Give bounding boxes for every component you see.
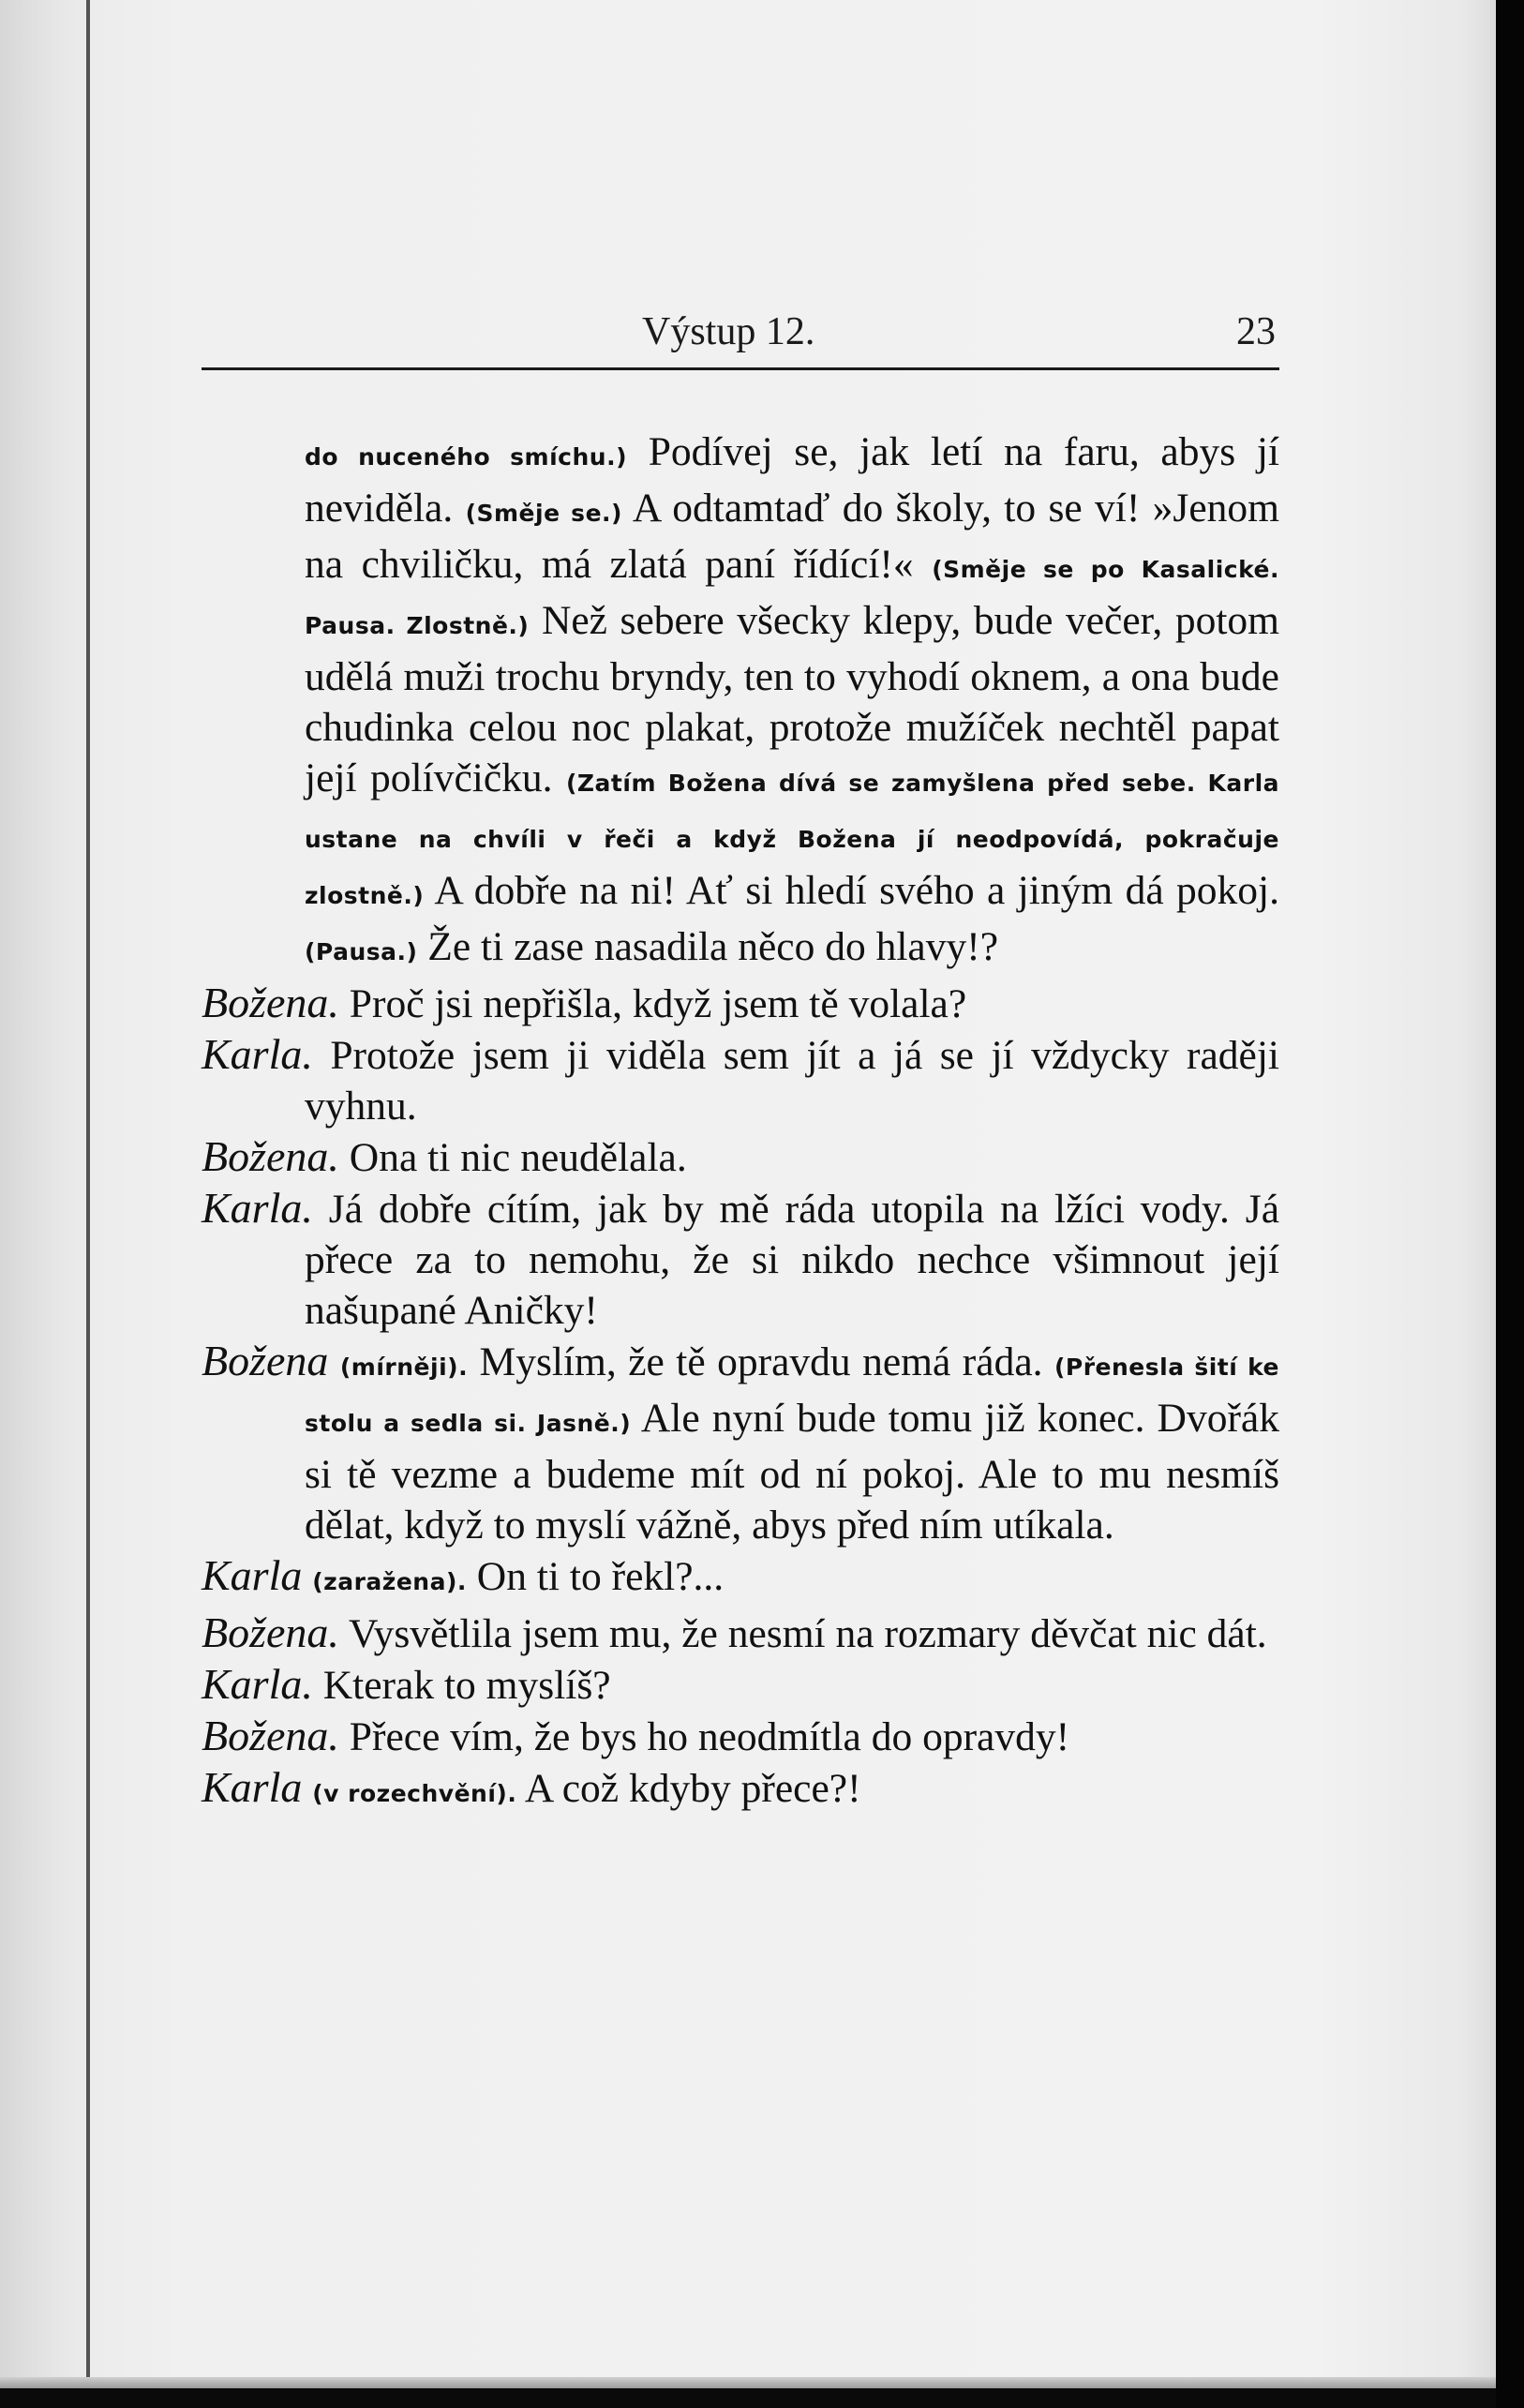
speaker-name: Božena. bbox=[202, 1712, 339, 1759]
stage-direction: (Pausa.) bbox=[305, 938, 418, 965]
running-header bbox=[202, 309, 1279, 366]
dialogue-text: Že ti zase nasadila něco do hlavy!? bbox=[427, 924, 999, 969]
speaker-name: Karla bbox=[202, 1763, 303, 1811]
dialogue-text: Kterak to myslíš? bbox=[322, 1663, 611, 1708]
dialogue-text: Vysvětlila jsem mu, že nesmí na rozmary děvčat nic dát. bbox=[349, 1611, 1267, 1656]
speaker-name: Karla bbox=[202, 1551, 303, 1599]
dialogue-text: Protože jsem ji viděla sem jít a já se jí vždycky raději vyhnu. bbox=[305, 1033, 1279, 1129]
stage-direction: (v rozechvění). bbox=[312, 1780, 517, 1807]
stage-direction: (Směje se po Kasalické. Pausa. Zlostně.) bbox=[305, 556, 1279, 639]
page-spine-shadow bbox=[86, 0, 90, 2388]
speech bbox=[202, 1659, 1279, 1711]
dialogue-text: Přece vím, že bys ho neodmítla do opravdy! bbox=[349, 1714, 1070, 1759]
speech bbox=[202, 1608, 1279, 1659]
body-text bbox=[202, 426, 1279, 1819]
speech bbox=[202, 1762, 1279, 1819]
dialogue-text: Myslím, že tě opravdu nemá ráda. bbox=[479, 1339, 1043, 1384]
header-title: Výstup 12. bbox=[642, 310, 815, 353]
speaker-name: Karla. bbox=[202, 1660, 313, 1708]
stage-direction: (Přenesla šití ke stolu a sedla si. Jasně.) bbox=[305, 1354, 1279, 1437]
scan-border bbox=[1496, 0, 1524, 2408]
speaker-name: Karla. bbox=[202, 1030, 313, 1078]
stage-direction: (zaražena). bbox=[312, 1568, 467, 1595]
page-bottom-edge bbox=[0, 2377, 1496, 2388]
speaker-name: Božena. bbox=[202, 979, 339, 1026]
dialogue-text: A odtamtaď do školy, to se ví! »Jenom na chviličku, má zlatá paní řídící!« bbox=[305, 486, 1279, 587]
dialogue-text: Ona ti nic neudělala. bbox=[349, 1135, 687, 1180]
dialogue-text: Ale nyní bude tomu již konec. Dvořák si tě vezme a budeme mít od ní pokoj. Ale to mu nesmíš dělat, když to myslí vážně, abys před ním utíkala. bbox=[305, 1396, 1279, 1548]
speech bbox=[202, 1550, 1279, 1608]
dialogue-text: Než sebere všecky klepy, bude večer, potom udělá muži trochu bryndy, ten to vyhodí oknem, a ona bude chudinka celou noc plakat, protože mužíček nechtěl papat její polívčičku. bbox=[305, 598, 1280, 800]
page-number: 23 bbox=[1236, 310, 1276, 353]
stage-direction: (Zatím Božena dívá se zamyšlena před sebe. Karla ustane na chvíli v řeči a když Božena jí neodpovídá, pokračuje zlostně.) bbox=[305, 770, 1280, 909]
speech bbox=[202, 1029, 1279, 1131]
dialogue-text: Podívej se, jak letí na faru, abys jí neviděla. bbox=[305, 429, 1279, 531]
speaker-name: Božena bbox=[202, 1337, 329, 1384]
speech bbox=[202, 978, 1279, 1029]
speech bbox=[202, 1711, 1279, 1762]
speaker-name: Karla. bbox=[202, 1184, 313, 1232]
opening-paragraph bbox=[202, 426, 1279, 978]
stage-direction: (mírněji). bbox=[339, 1354, 469, 1381]
speech bbox=[202, 1131, 1279, 1183]
stage-direction: (Směje se.) bbox=[465, 500, 622, 527]
stage-direction: do nuceného smíchu.) bbox=[305, 443, 628, 471]
speaker-name: Božena. bbox=[202, 1132, 339, 1180]
dialogue-text: A dobře na ni! Ať si hledí svého a jiným dá pokoj. bbox=[434, 868, 1279, 913]
header-rule bbox=[202, 367, 1279, 370]
dialogue-text: On ti to řekl?... bbox=[476, 1554, 725, 1599]
dialogue-text: Proč jsi nepřišla, když jsem tě volala? bbox=[349, 981, 967, 1026]
speech bbox=[202, 1183, 1279, 1336]
dialogue-text: Já dobře cítím, jak by mě ráda utopila na lžíci vody. Já přece za to nemohu, že si nikdo nechce všimnout její našupané Aničky! bbox=[305, 1187, 1280, 1333]
speaker-name: Božena. bbox=[202, 1608, 339, 1656]
dialogue-text: A což kdyby přece?! bbox=[524, 1766, 861, 1811]
speech bbox=[202, 1336, 1279, 1550]
